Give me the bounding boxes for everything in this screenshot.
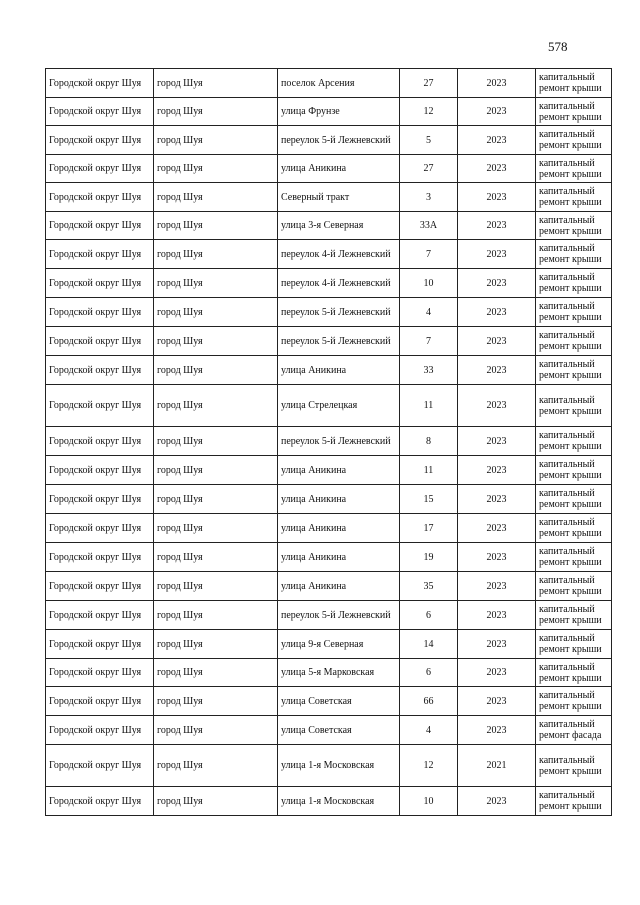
cell-house-number: 8 xyxy=(400,427,458,456)
cell-street: улица 3-я Северная xyxy=(278,212,400,240)
table-row xyxy=(46,240,612,269)
cell-work-type: капитальный ремонт крыши xyxy=(536,98,612,126)
cell-district: Городской округ Шуя xyxy=(46,356,154,385)
table-row xyxy=(46,155,612,183)
cell-street: переулок 5-й Лежневский xyxy=(278,126,400,155)
cell-district: Городской округ Шуя xyxy=(46,385,154,427)
cell-house-number: 19 xyxy=(400,543,458,572)
cell-district: Городской округ Шуя xyxy=(46,572,154,601)
cell-city: город Шуя xyxy=(154,385,278,427)
cell-city: город Шуя xyxy=(154,456,278,485)
cell-house-number: 27 xyxy=(400,69,458,98)
cell-house-number: 4 xyxy=(400,298,458,327)
table-row xyxy=(46,514,612,543)
cell-district: Городской округ Шуя xyxy=(46,514,154,543)
cell-district: Городской округ Шуя xyxy=(46,126,154,155)
cell-street: улица Аникина xyxy=(278,356,400,385)
cell-city: город Шуя xyxy=(154,687,278,716)
cell-city: город Шуя xyxy=(154,514,278,543)
cell-year: 2023 xyxy=(458,212,536,240)
cell-work-type: капитальный ремонт крыши xyxy=(536,485,612,514)
cell-city: город Шуя xyxy=(154,659,278,687)
cell-city: город Шуя xyxy=(154,269,278,298)
cell-street: улица 5-я Марковская xyxy=(278,659,400,687)
cell-street: улица 9-я Северная xyxy=(278,630,400,659)
table-row xyxy=(46,212,612,240)
cell-work-type: капитальный ремонт крыши xyxy=(536,356,612,385)
page-number: 578 xyxy=(548,39,568,54)
cell-district: Городской округ Шуя xyxy=(46,659,154,687)
cell-year: 2023 xyxy=(458,787,536,816)
cell-work-type: капитальный ремонт крыши xyxy=(536,269,612,298)
cell-street: улица Советская xyxy=(278,687,400,716)
cell-work-type: капитальный ремонт крыши xyxy=(536,240,612,269)
cell-work-type: капитальный ремонт крыши xyxy=(536,543,612,572)
cell-house-number: 10 xyxy=(400,269,458,298)
cell-city: город Шуя xyxy=(154,572,278,601)
cell-city: город Шуя xyxy=(154,427,278,456)
cell-street: улица Фрунзе xyxy=(278,98,400,126)
table-row xyxy=(46,687,612,716)
table-row xyxy=(46,543,612,572)
cell-work-type: капитальный ремонт крыши xyxy=(536,572,612,601)
cell-street: поселок Арсения xyxy=(278,69,400,98)
table-row xyxy=(46,356,612,385)
cell-city: город Шуя xyxy=(154,155,278,183)
cell-year: 2023 xyxy=(458,630,536,659)
cell-district: Городской округ Шуя xyxy=(46,687,154,716)
repair-schedule-table xyxy=(45,68,612,816)
cell-house-number: 7 xyxy=(400,327,458,356)
table-row xyxy=(46,69,612,98)
cell-house-number: 3 xyxy=(400,183,458,212)
cell-work-type: капитальный ремонт крыши xyxy=(536,183,612,212)
cell-city: город Шуя xyxy=(154,240,278,269)
cell-street: переулок 5-й Лежневский xyxy=(278,298,400,327)
table-row xyxy=(46,659,612,687)
cell-work-type: капитальный ремонт фасада xyxy=(536,716,612,745)
table-row xyxy=(46,98,612,126)
cell-work-type: капитальный ремонт крыши xyxy=(536,745,612,787)
table-row xyxy=(46,601,612,630)
cell-district: Городской округ Шуя xyxy=(46,485,154,514)
cell-city: город Шуя xyxy=(154,98,278,126)
cell-street: улица Советская xyxy=(278,716,400,745)
cell-work-type: капитальный ремонт крыши xyxy=(536,212,612,240)
cell-work-type: капитальный ремонт крыши xyxy=(536,155,612,183)
cell-street: улица Стрелецкая xyxy=(278,385,400,427)
cell-district: Городской округ Шуя xyxy=(46,630,154,659)
cell-city: город Шуя xyxy=(154,126,278,155)
cell-house-number: 4 xyxy=(400,716,458,745)
table-row xyxy=(46,456,612,485)
cell-work-type: капитальный ремонт крыши xyxy=(536,659,612,687)
cell-house-number: 6 xyxy=(400,601,458,630)
cell-house-number: 33А xyxy=(400,212,458,240)
cell-street: улица 1-я Московская xyxy=(278,787,400,816)
cell-district: Городской округ Шуя xyxy=(46,745,154,787)
cell-district: Городской округ Шуя xyxy=(46,327,154,356)
cell-year: 2023 xyxy=(458,298,536,327)
cell-district: Городской округ Шуя xyxy=(46,601,154,630)
table-body xyxy=(46,69,612,816)
cell-year: 2023 xyxy=(458,659,536,687)
cell-house-number: 11 xyxy=(400,456,458,485)
cell-city: город Шуя xyxy=(154,212,278,240)
cell-work-type: капитальный ремонт крыши xyxy=(536,630,612,659)
cell-house-number: 15 xyxy=(400,485,458,514)
cell-year: 2023 xyxy=(458,98,536,126)
cell-district: Городской округ Шуя xyxy=(46,427,154,456)
cell-street: переулок 5-й Лежневский xyxy=(278,601,400,630)
cell-city: город Шуя xyxy=(154,745,278,787)
table-row xyxy=(46,427,612,456)
cell-street: переулок 5-й Лежневский xyxy=(278,427,400,456)
cell-year: 2023 xyxy=(458,427,536,456)
table-row xyxy=(46,298,612,327)
cell-year: 2023 xyxy=(458,183,536,212)
cell-district: Городской округ Шуя xyxy=(46,98,154,126)
cell-house-number: 10 xyxy=(400,787,458,816)
cell-city: город Шуя xyxy=(154,716,278,745)
cell-work-type: капитальный ремонт крыши xyxy=(536,126,612,155)
table-row xyxy=(46,327,612,356)
cell-house-number: 17 xyxy=(400,514,458,543)
cell-year: 2023 xyxy=(458,69,536,98)
cell-work-type: капитальный ремонт крыши xyxy=(536,69,612,98)
table-row xyxy=(46,745,612,787)
cell-year: 2023 xyxy=(458,240,536,269)
cell-house-number: 66 xyxy=(400,687,458,716)
cell-year: 2023 xyxy=(458,572,536,601)
cell-year: 2021 xyxy=(458,745,536,787)
cell-city: город Шуя xyxy=(154,543,278,572)
cell-district: Городской округ Шуя xyxy=(46,298,154,327)
table-row xyxy=(46,385,612,427)
cell-street: улица Аникина xyxy=(278,543,400,572)
table-row xyxy=(46,269,612,298)
cell-district: Городской округ Шуя xyxy=(46,155,154,183)
cell-city: город Шуя xyxy=(154,485,278,514)
cell-street: Северный тракт xyxy=(278,183,400,212)
cell-year: 2023 xyxy=(458,126,536,155)
cell-street: улица Аникина xyxy=(278,456,400,485)
cell-house-number: 27 xyxy=(400,155,458,183)
cell-house-number: 11 xyxy=(400,385,458,427)
cell-year: 2023 xyxy=(458,356,536,385)
cell-district: Городской округ Шуя xyxy=(46,716,154,745)
cell-city: город Шуя xyxy=(154,327,278,356)
table-row xyxy=(46,572,612,601)
cell-city: город Шуя xyxy=(154,630,278,659)
cell-house-number: 7 xyxy=(400,240,458,269)
cell-year: 2023 xyxy=(458,269,536,298)
cell-work-type: капитальный ремонт крыши xyxy=(536,514,612,543)
table-row xyxy=(46,485,612,514)
cell-street: переулок 5-й Лежневский xyxy=(278,327,400,356)
cell-house-number: 6 xyxy=(400,659,458,687)
cell-district: Городской округ Шуя xyxy=(46,787,154,816)
cell-city: город Шуя xyxy=(154,298,278,327)
cell-house-number: 14 xyxy=(400,630,458,659)
cell-district: Городской округ Шуя xyxy=(46,69,154,98)
cell-year: 2023 xyxy=(458,716,536,745)
cell-work-type: капитальный ремонт крыши xyxy=(536,327,612,356)
table-row xyxy=(46,630,612,659)
cell-district: Городской округ Шуя xyxy=(46,240,154,269)
cell-house-number: 12 xyxy=(400,98,458,126)
cell-year: 2023 xyxy=(458,687,536,716)
cell-street: переулок 4-й Лежневский xyxy=(278,269,400,298)
cell-street: улица 1-я Московская xyxy=(278,745,400,787)
table-row xyxy=(46,716,612,745)
cell-house-number: 12 xyxy=(400,745,458,787)
cell-work-type: капитальный ремонт крыши xyxy=(536,601,612,630)
cell-year: 2023 xyxy=(458,155,536,183)
cell-district: Городской округ Шуя xyxy=(46,269,154,298)
cell-city: город Шуя xyxy=(154,787,278,816)
table-row xyxy=(46,787,612,816)
cell-street: переулок 4-й Лежневский xyxy=(278,240,400,269)
cell-work-type: капитальный ремонт крыши xyxy=(536,787,612,816)
cell-house-number: 5 xyxy=(400,126,458,155)
cell-district: Городской округ Шуя xyxy=(46,543,154,572)
cell-city: город Шуя xyxy=(154,356,278,385)
cell-work-type: капитальный ремонт крыши xyxy=(536,687,612,716)
cell-year: 2023 xyxy=(458,514,536,543)
cell-street: улица Аникина xyxy=(278,572,400,601)
cell-year: 2023 xyxy=(458,385,536,427)
cell-year: 2023 xyxy=(458,485,536,514)
cell-city: город Шуя xyxy=(154,183,278,212)
cell-district: Городской округ Шуя xyxy=(46,212,154,240)
cell-district: Городской округ Шуя xyxy=(46,456,154,485)
cell-year: 2023 xyxy=(458,601,536,630)
cell-work-type: капитальный ремонт крыши xyxy=(536,385,612,427)
cell-city: город Шуя xyxy=(154,601,278,630)
cell-work-type: капитальный ремонт крыши xyxy=(536,456,612,485)
cell-street: улица Аникина xyxy=(278,155,400,183)
cell-city: город Шуя xyxy=(154,69,278,98)
cell-year: 2023 xyxy=(458,456,536,485)
cell-street: улица Аникина xyxy=(278,485,400,514)
table-row xyxy=(46,183,612,212)
cell-year: 2023 xyxy=(458,543,536,572)
cell-district: Городской округ Шуя xyxy=(46,183,154,212)
cell-house-number: 33 xyxy=(400,356,458,385)
cell-street: улица Аникина xyxy=(278,514,400,543)
cell-house-number: 35 xyxy=(400,572,458,601)
cell-year: 2023 xyxy=(458,327,536,356)
cell-work-type: капитальный ремонт крыши xyxy=(536,298,612,327)
table-row xyxy=(46,126,612,155)
cell-work-type: капитальный ремонт крыши xyxy=(536,427,612,456)
